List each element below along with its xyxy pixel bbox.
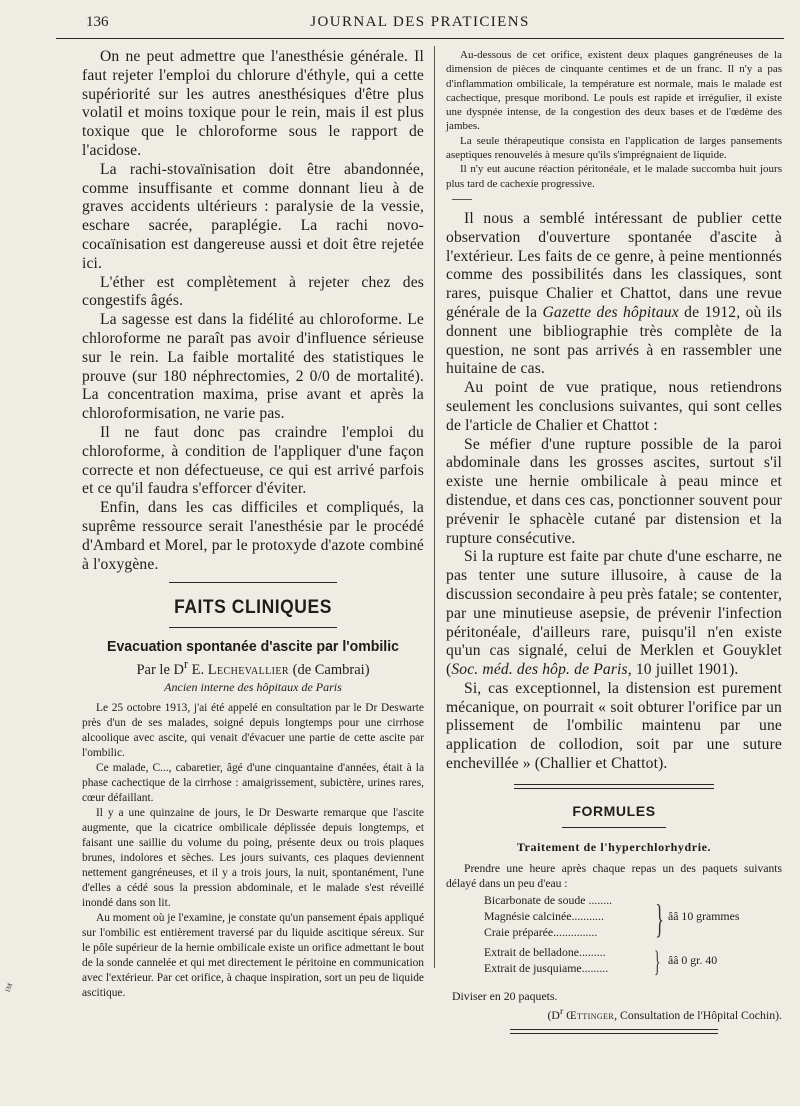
author-name: Lechevallier (207, 662, 289, 679)
paragraph: Au moment où je l'examine, je constate qu'un pansement épais appliqué sur l'ombilic est entièrement traversé par du liquide ascitique séreux. Sur le pôle supérieur de la hernie ombilicale existe un orifice admettant le bout de la sonde cannelée et qui met directement le péritoine en communication avec l'extérieur. Par cet orifice, à chaque inspiration, sort un peu de liquide ascitique. (82, 912, 424, 1000)
header-rule (56, 38, 784, 39)
section-title: FAITS CLINIQUES (174, 597, 332, 619)
paragraph (446, 548, 782, 680)
paragraph (446, 210, 782, 379)
article-affiliation: Ancien interne des hôpitaux de Paris (164, 680, 342, 695)
article-title: Evacuation spontanée d'ascite par l'ombilic (107, 638, 399, 656)
paragraph: Il y a une quinzaine de jours, le Dr Deswarte remarque que l'ascite augmente, que la cicatrice ombilicale déplissée depuis longtemps, et faisant une saillie du volume du poing, présente deux ou trois plaques brunes, indolores et sèches. Les jours suivants, ces plaques deviennent nettement gangréneuses, et il y a trois jours, la nuit, spontanément, l'une d'elles a cédé sous la pression abdominale, et le malade s'est réveillé inondé dans son lit. (82, 807, 424, 910)
ingredient: Craie préparée............... (484, 924, 598, 939)
paragraph: L'éther est complètement à rejeter chez des congestifs âgés. (82, 273, 424, 310)
formules-subtitle: Traitement de l'hyperchlorhydrie. (516, 839, 712, 854)
paragraph: Si, cas exceptionnel, la distension est purement mécanique, on pourrait « soit obturer l'orifice par un plissement de l'ombilic maintenu par une application de collodion, soit par une suture enchevillée » (Challier et Chattot). (446, 679, 782, 773)
page-header (56, 10, 784, 38)
brace: } (655, 895, 664, 941)
author-place: (de Cambrai) (292, 662, 370, 679)
paragraph: Se méfier d'une rupture possible de la paroi abdominale dans les grosses ascites, surtout s'il existe une hernie ombilicale à peau mince et distendue, et dans ces cas, ponctionner souvent pour prévenir le sphacèle cutané par distension et la rupture consécutive. (446, 435, 782, 547)
paragraph: Il n'y eut aucune réaction péritonéale, et le malade succomba huit jours plus tard de cachexie progressive. (446, 163, 782, 190)
formules-instruction: Diviser en 20 paquets. (452, 988, 558, 1003)
formules-intro: Prendre une heure après chaque repas un des paquets suivants délayé dans un peu d'eau : (446, 861, 782, 890)
right-column (446, 48, 782, 1034)
formules-title: FORMULES (572, 802, 656, 819)
text-run: , 10 juillet 1901). (627, 661, 739, 679)
anesthesia-text (82, 48, 424, 574)
text-run: Si la rupture est faite par chute d'une escharre, ne pas tenter une suture illusoire, à cause de la discussion secondaire à peu près fatale; se contenter, par une minutieuse asepsie, de prévenir l'infection péritonéale, d'ailleurs rare, puisqu'il n'en existe qu'un cas signalé, celui de Merklen et Gouyklet ( (446, 548, 782, 679)
dose: ââ 0 gr. 40 (668, 952, 718, 967)
formules-signature (446, 1006, 782, 1023)
text-run: de 1912, où ils donnent une bibliographie très complète de la question, ne sont pas arrivés à en rassembler une huitaine de cas. (446, 303, 782, 378)
paragraph: La seule thérapeutique consista en l'application de larges pansements aseptiques renouvelés à mesure qu'ils s'imprégnaient de liquide. (446, 134, 782, 162)
author-initial: E. (191, 662, 205, 679)
article-author (82, 657, 424, 679)
margin-ink-mark: ɪᴍ (1, 981, 16, 994)
observation-rule (452, 199, 472, 200)
observation-text (446, 48, 782, 191)
text-run: Il nous a semblé intéressant de publier cette observation d'ouverture spontanée d'ascite à l'extérieur. Les faits de ce genre, à peine mentionnés comme des possibilités dans les classiques, sont rares, puisque Chalier et Chattot, dans une revue générale de la (446, 209, 782, 321)
ingredient: Extrait de jusquiame......... (484, 960, 609, 975)
paragraph: Ce malade, C..., cabaretier, âgé d'une cinquantaine d'années, était à la phase cachectique de la cirrhose : amaigrissement, subictère, urines rares, cœur défaillant. (82, 762, 424, 805)
paragraph: La sagesse est dans la fidélité au chloroforme. Le chloroforme ne paraît pas avoir d'influence sérieuse sur le rein. La faible mortalité des statistiques le prouve (sur 180 néphrectomies, 2 0/0 de mortalité). La concentration maxima, prise avant et après la chloroformisation, ne varie pas. (82, 311, 424, 423)
ingredient: Extrait de belladone......... (484, 944, 606, 959)
sig-prefix: (D (547, 1007, 560, 1022)
journal-citation: Soc. méd. des hôp. de Paris (451, 661, 628, 679)
paragraph: Au point de vue pratique, nous retiendrons seulement les conclusions suivantes, qui sont celles de l'article de Chalier et Chattot : (446, 379, 782, 434)
sig-sup: r (559, 1005, 564, 1017)
section-rule-top (169, 582, 337, 583)
section-rule-bottom (169, 627, 337, 628)
sig-name: Œttinger (566, 1007, 615, 1022)
left-column (82, 48, 424, 1001)
paragraph: Le 25 octobre 1913, j'ai été appelé en consultation par le Dr Deswarte près d'un de ses malades, soigné depuis longtemps pour une cirrhose alcoolique avec ascite, qui venait d'évacuer une partie de cette ascite par l'ombilic. (82, 702, 424, 760)
paragraph: La rachi-stovaïnisation doit être abandonnée, comme insuffisante et comme donnant lieu à de graves accidents ultérieurs : paralysie de la vessie, eschare sacrée, paraplégie. La rachi novo-cocaïnisation est dangereuse aussi et doit être rejetée ici. (82, 160, 424, 272)
author-prefix: Par le D (136, 662, 184, 679)
double-rule (514, 784, 714, 789)
ingredient: Bicarbonate de soude ........ (484, 892, 613, 907)
paragraph: Au-dessous de cet orifice, existent deux plaques gangréneuses de la dimension de pièces de cinquante centimes et de un franc. Il n'y a pas d'inflammation ombilicale, la température est normale, mais le malade est cachectique, presque moribond. Le pouls est rapide et irrégulier, il existe une dyspnée intense, de la congestion des deux bases et de l'œdème des jambes. (446, 49, 782, 133)
paragraph: On ne peut admettre que l'anesthésie générale. Il faut rejeter l'emploi du chlorure d'éthyle, qui a cette supériorité sur les autres anesthésiques d'être plus volatil et moins toxique pour le rein, mais il est plus toxique que le chloroforme sous le rapport de l'acidose. (82, 48, 424, 159)
paragraph: Enfin, dans les cas difficiles et compliqués, la suprême ressource serait l'anesthésie par le procédé d'Ambard et Morel, par le protoxyde d'azote combiné à l'oxygène. (82, 499, 424, 573)
brace: } (653, 944, 661, 978)
journal-citation: Gazette des hôpitaux (542, 303, 679, 321)
double-rule-bottom (510, 1029, 718, 1034)
discussion-text (446, 210, 782, 774)
dose: ââ 10 grammes (668, 908, 740, 923)
column-divider (434, 46, 435, 968)
journal-title: JOURNAL DES PRATICIENS (310, 14, 530, 30)
page-number: 136 (86, 14, 109, 30)
sig-suffix: , Consultation de l'Hôpital Cochin). (614, 1007, 782, 1022)
case-report (82, 701, 424, 1001)
ingredient: Magnésie calcinée........... (484, 908, 604, 923)
author-sup: r (183, 657, 189, 672)
formules-rule (562, 827, 666, 828)
prescription (446, 893, 782, 989)
paragraph: Il ne faut donc pas craindre l'emploi du chloroforme, à condition de l'appliquer d'une façon correcte et non défectueuse, ce qui est arrivé parfois et ce qu'il faudra s'efforcer d'éviter. (82, 423, 424, 498)
